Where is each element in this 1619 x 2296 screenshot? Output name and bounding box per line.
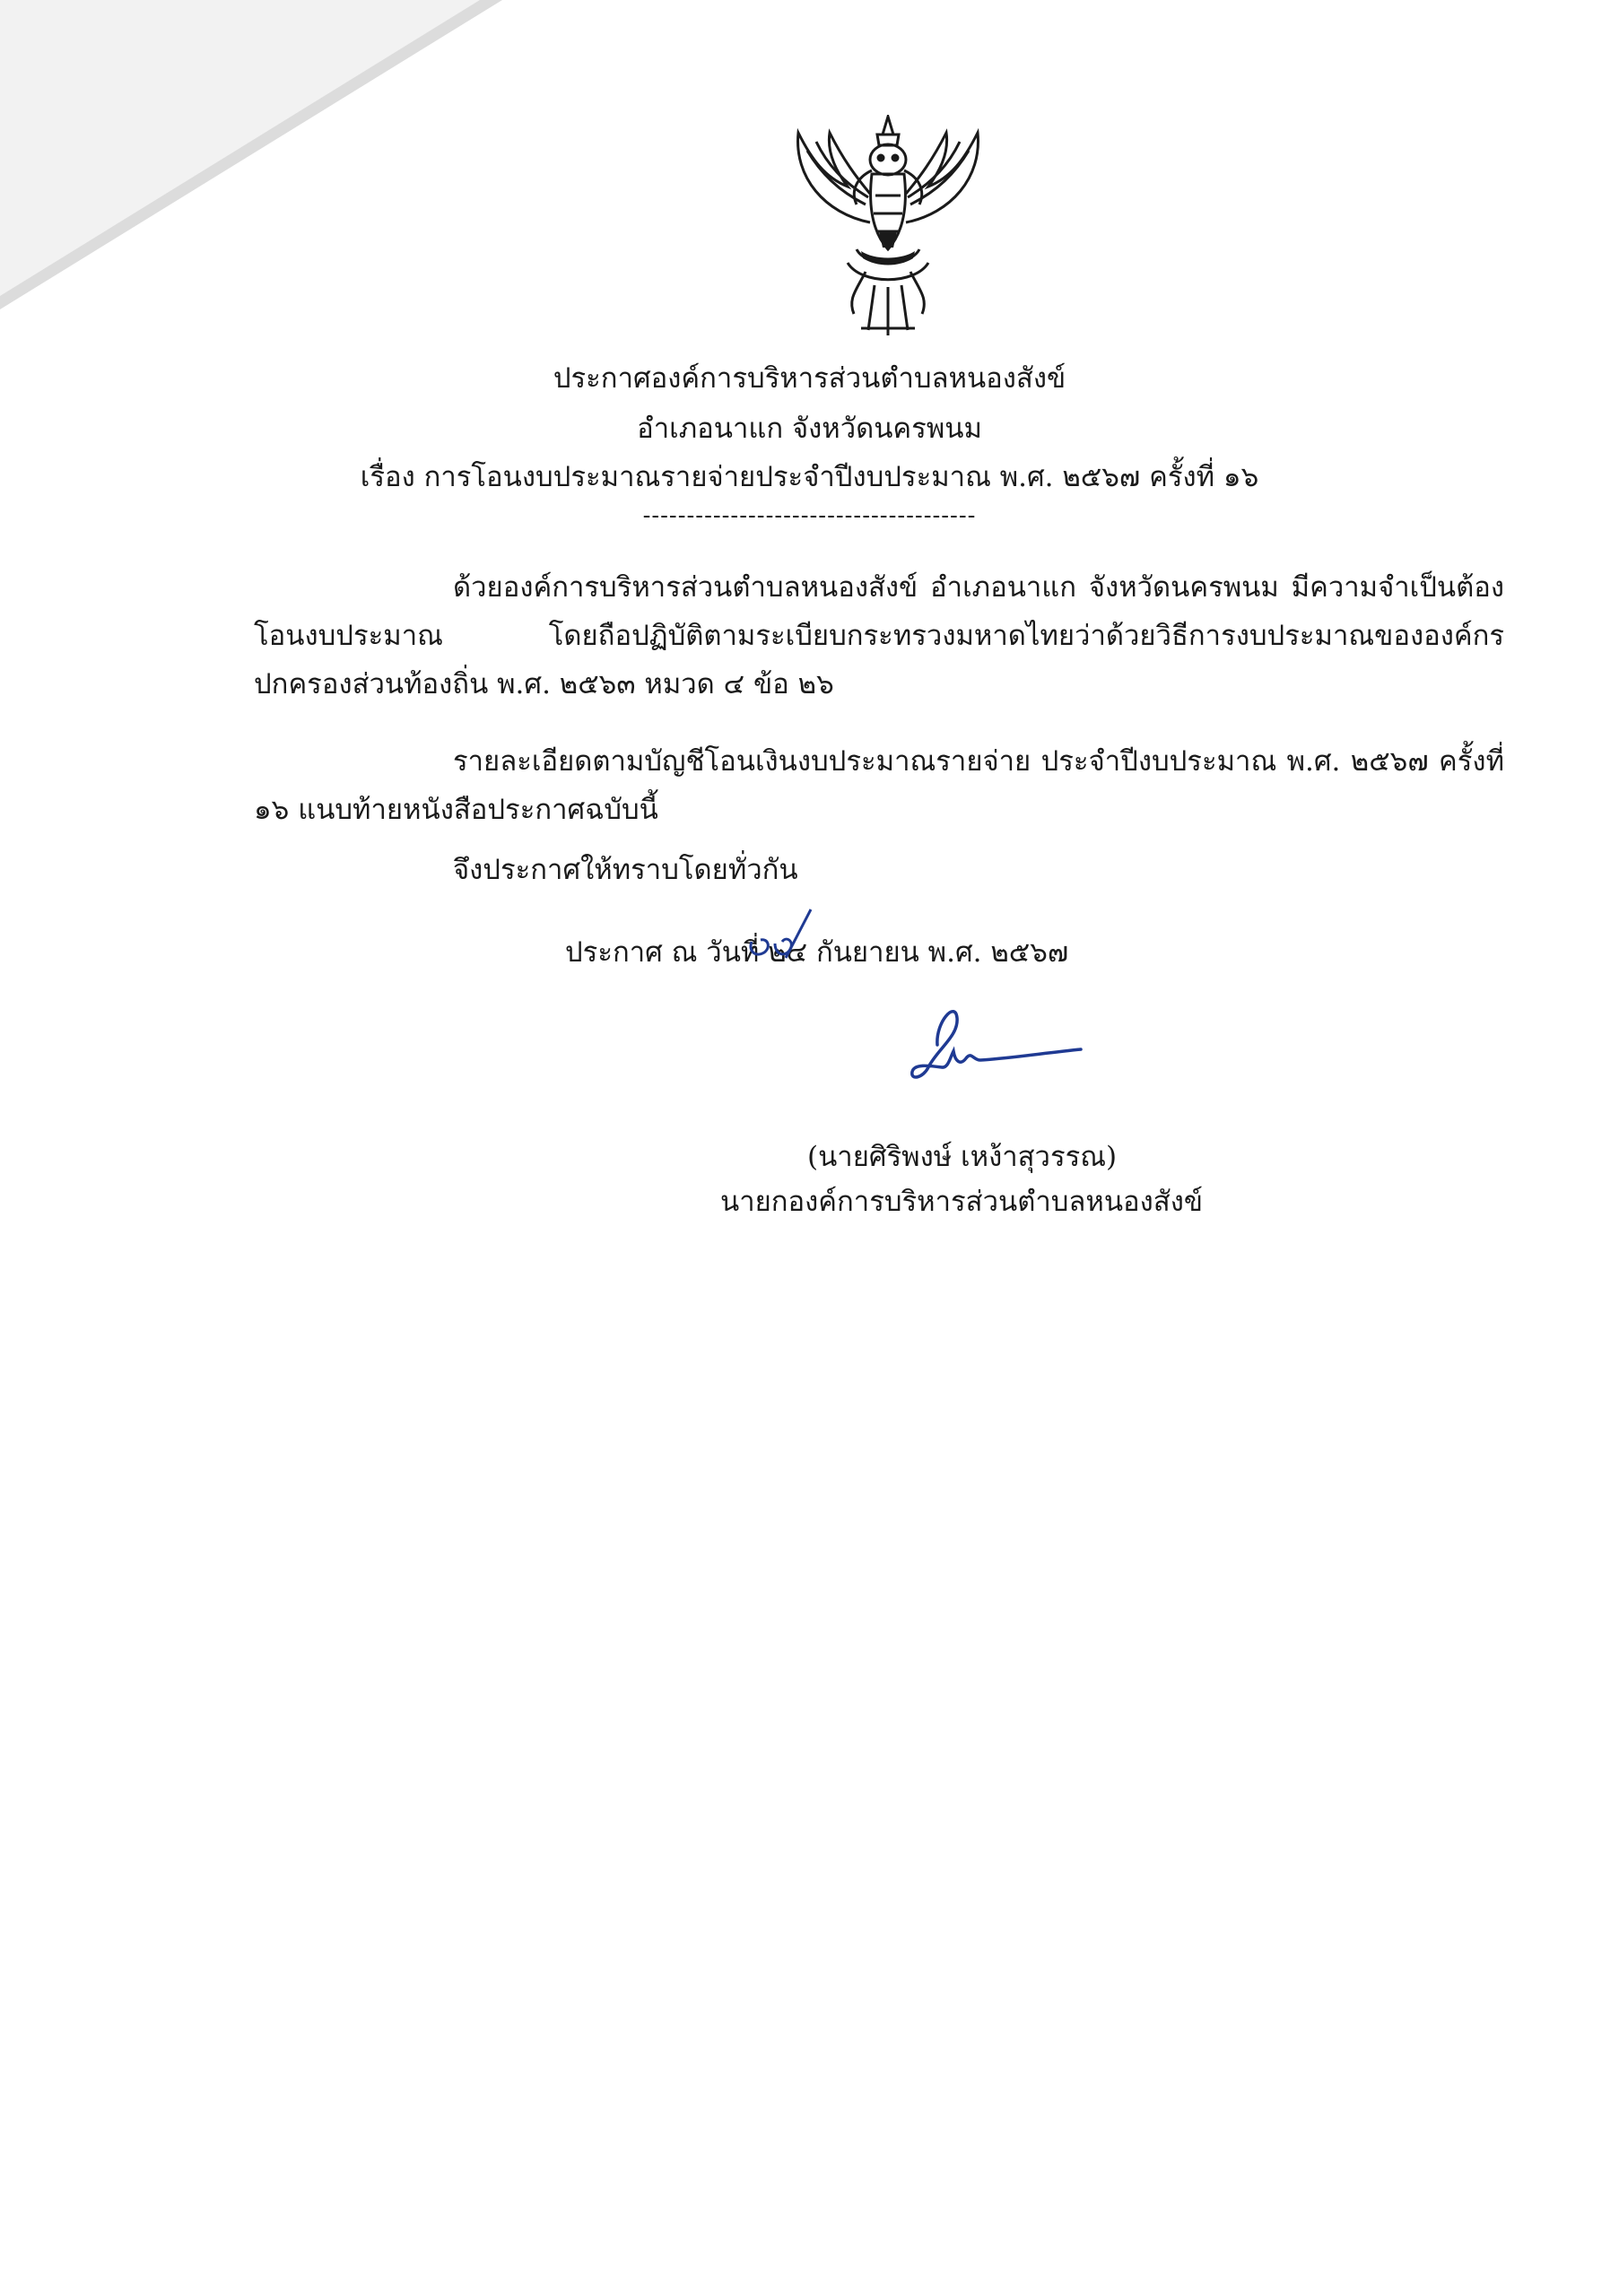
document-location: อำเภอนาแก จังหวัดนครพนม [637,413,982,445]
document-subject: เรื่อง การโอนงบประมาณรายจ่ายประจำปีงบประมาณ พ.ศ. ๒๕๖๗ ครั้งที่ ๑๖ [360,461,1259,493]
paragraph-2-text: รายละเอียดตามบัญชีโอนเงินงบประมาณรายจ่าย ประจำปีงบประมาณ พ.ศ. ๒๕๖๗ ครั้งที่ ๑๖ แนบท้ายหนังสือประกาศฉบับนี้ [254,745,1504,826]
garuda-emblem-icon [771,115,1005,337]
handwritten-date-mark [736,906,816,970]
folded-corner-highlight [0,0,480,296]
signatory-name: (นายศิริพงษ์ เหง้าสุวรรณ) [807,1141,1118,1173]
paragraph-1 [254,563,1504,709]
paragraph-2 [254,737,1504,834]
header-divider: -------------------------------------- [642,502,977,529]
paragraph-1-text: ด้วยองค์การบริหารส่วนตำบลหนองสังข์ อำเภอนาแก จังหวัดนครพนม มีความจำเป็นต้องโอนงบประมาณ โดยถือปฏิบัติตามระเบียบกระทรวงมหาดไทยว่าด้วยวิธีการงบประมาณขององค์กรปกครองส่วนท้องถิ่น พ.ศ. ๒๕๖๓ หมวด ๔ ข้อ ๒๖ [254,571,1504,700]
signatory-position: นายกองค์การบริหารส่วนตำบลหนองสังข์ [720,1186,1204,1218]
announcement-line: จึงประกาศให้ทราบโดยทั่วกัน [453,854,798,886]
announcement-date: ประกาศ ณ วันที่ ๒๔ กันยายน พ.ศ. ๒๕๖๗ [565,936,1069,969]
signature-mark [901,996,1090,1094]
document-org-title: ประกาศองค์การบริหารส่วนตำบลหนองสังข์ [553,362,1066,395]
